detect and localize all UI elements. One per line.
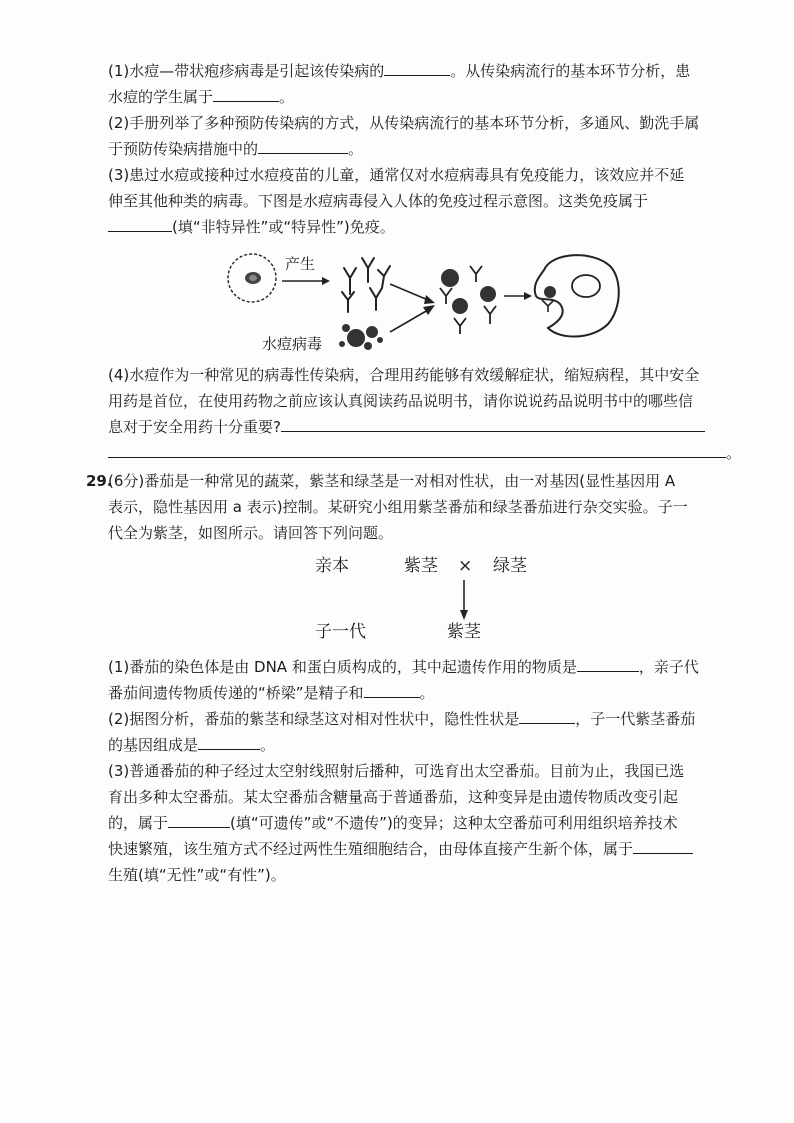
antigen-antibody-complex-icon [440,266,496,334]
text: 用药是首位，在使用药物之前应该认真阅读药品说明书，请你说说药品说明书中的哪些信 [108,392,694,410]
cross-symbol: × [458,556,473,576]
answer-blank[interactable] [213,87,279,102]
q29-sub3-line3 [108,812,678,834]
q29-sub3-line5 [108,864,286,886]
text: (2)手册列举了多种预防传染病的方式，从传染病流行的基本环节分析，多通风、勤洗手属 [108,114,700,132]
text: 息对于安全用药十分重要? [108,418,281,436]
text: 。 [348,140,364,158]
lymphocyte-cell-icon [228,254,276,302]
parent-purple-stem: 紫茎 [404,556,438,576]
answer-blank[interactable] [168,813,230,828]
q28-part3-line2 [108,190,648,212]
text: 。从传染病流行的基本环节分析，患 [450,62,691,80]
text: 的基因组成是 [108,736,199,754]
antibody-icon [342,258,390,312]
text: 水痘的学生属于 [108,88,214,106]
text: (1)番茄的染色体是由 DNA 和蛋白质构成的，其中起遗传作用的物质是 [108,658,577,676]
figure-label-produce: 产生 [285,255,316,273]
q29-sub2-line1 [108,708,695,730]
q29-intro-line1 [108,470,675,492]
answer-blank[interactable] [108,443,726,458]
text: (3)普通番茄的种子经过太空射线照射后播种，可选育出太空番茄。目前为止，我国已选 [108,762,685,780]
arrow-icon [390,305,435,332]
text: 快速繁殖，该生殖方式不经过两性生殖细胞结合，由母体直接产生新个体，属于 [108,840,634,858]
text: (4)水痘作为一种常见的病毒性传染病，合理用药能够有效缓解症状，缩短病程，其中安全 [108,366,700,384]
text: (1)水痘—带状疱疹病毒是引起该传染病的 [108,62,385,80]
answer-blank[interactable] [364,683,420,698]
q29-sub1-line1 [108,656,699,678]
text: 代全为紫茎，如图所示。请回答下列问题。 [108,524,394,542]
q28-part4-line2 [108,390,693,412]
text: 于预防传染病措施中的 [108,140,259,158]
offspring-purple-stem: 紫茎 [447,622,481,642]
answer-blank[interactable] [281,417,705,432]
text: 番茄间遗传物质传递的“桥梁”是精子和 [108,684,364,702]
q29-sub3-line4 [108,838,693,860]
arrow-icon [504,292,532,300]
phagocyte-cell-icon [535,255,619,336]
text: 。 [726,444,742,462]
parent-label: 亲本 [315,556,349,576]
q28-part3-line1 [108,164,684,186]
text: 表示，隐性基因用 a 表示)控制。某研究小组用紫茎番茄和绿茎番茄进行杂交实验。子一 [108,498,688,516]
q28-part4-line4 [108,442,741,464]
question-number: 29. [86,472,113,490]
parent-green-stem: 绿茎 [493,556,527,576]
q29-sub3-line1 [108,760,684,782]
figure-label-virus: 水痘病毒 [262,335,323,353]
q28-part2-line2 [108,138,363,160]
text: (填“可遗传”或“不遗传”)的变异；这种太空番茄可利用组织培养技术 [230,814,678,832]
text: 。 [260,736,276,754]
q29-sub3-line2 [108,786,678,808]
text: 生殖(填“无性”或“有性”)。 [108,866,286,884]
text: (填“非特异性”或“特异性”)免疫。 [172,218,395,236]
q28-part2-line1 [108,112,699,134]
q29-intro-line3 [108,522,393,544]
q28-part1-line2 [108,86,294,108]
q29-intro-line2 [108,496,688,518]
q29-sub1-line2 [108,682,435,704]
text: ，子一代紫茎番茄 [575,710,696,728]
text: (3)患过水痘或接种过水痘疫苗的儿童，通常仅对水痘病毒具有免疫能力，该效应并不延 [108,166,685,184]
text: 育出多种太空番茄。某太空番茄含糖量高于普通番茄，这种变异是由遗传物质改变引起 [108,788,679,806]
answer-blank[interactable] [519,709,575,724]
offspring-label: 子一代 [315,622,366,642]
answer-blank[interactable] [577,657,639,672]
q29-sub2-line2 [108,734,275,756]
text: 。 [419,684,435,702]
text: (2)据图分析，番茄的紫茎和绿茎这对相对性状中，隐性性状是 [108,710,520,728]
answer-blank[interactable] [258,139,348,154]
text: (6分)番茄是一种常见的蔬菜，紫茎和绿茎是一对相对性状，由一对基因(显性基因用 A [108,472,676,490]
text: ，亲子代 [638,658,699,676]
q28-part1-line1 [108,60,690,82]
arrow-icon [390,284,435,304]
text: 伸至其他种类的病毒。下图是水痘病毒侵入人体的免疫过程示意图。这类免疫属于 [108,192,649,210]
text: 的，属于 [108,814,169,832]
virus-icon [339,324,383,350]
q28-part4-line1 [108,364,699,386]
q28-part3-line3 [108,216,395,238]
arrow-icon [282,277,330,285]
answer-blank[interactable] [108,217,172,232]
answer-blank[interactable] [198,735,260,750]
down-arrow-icon [457,580,471,620]
answer-blank[interactable] [633,839,693,854]
q28-part4-line3 [108,416,705,438]
text: 。 [279,88,295,106]
answer-blank[interactable] [384,61,450,76]
